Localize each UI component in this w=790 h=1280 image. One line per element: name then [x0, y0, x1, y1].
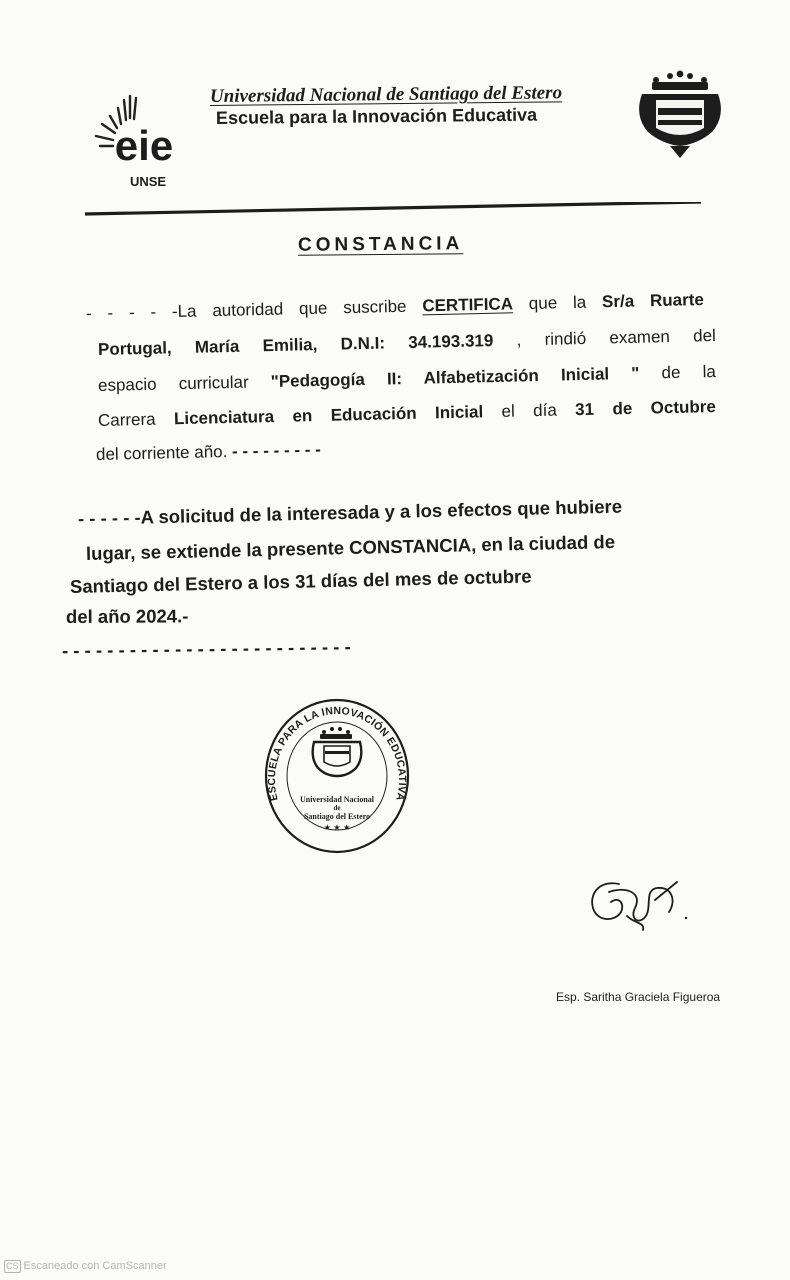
paragraph1-line5: del corriente año. - - - - - - - - -	[95, 439, 321, 464]
paragraph2-line1: - - - - - -A solicitud de la interesada y a los efectos que hubiere	[77, 495, 623, 529]
svg-text:ESCUELA PARA LA INNOVACIÓN EDU: ESCUELA PARA LA INNOVACIÓN EDUCATIVA	[265, 705, 409, 802]
seal-crest-icon	[313, 727, 362, 776]
paragraph2-line3: Santiago del Estero a los 31 días del mes de octubre	[69, 565, 532, 597]
svg-text:Santiago del Estero: Santiago del Estero	[303, 812, 371, 821]
paragraph1-line4: Carrera Licenciatura en Educación Inicial el día 31 de Octubre	[97, 396, 717, 430]
svg-text:Universidad Nacional: Universidad Nacional	[299, 795, 375, 804]
header-divider	[85, 202, 701, 218]
header-university: Universidad Nacional de Santiago del Estero	[209, 82, 563, 107]
camscanner-watermark	[4, 1260, 167, 1273]
document-title: CONSTANCIA	[297, 233, 464, 256]
camscanner-text: Escaneado con CamScanner	[23, 1260, 167, 1272]
svg-text:★ ★ ★: ★ ★ ★	[323, 823, 351, 832]
header-school: Escuela para la Innovación Educativa	[215, 104, 538, 128]
paragraph2-line4: del año 2024.-	[65, 605, 189, 627]
camscanner-icon: CS	[6, 1261, 19, 1271]
paragraph2-line2: lugar, se extiende la presente CONSTANCIA, en la ciudad de	[85, 530, 616, 564]
paragraph2-line5: - - - - - - - - - - - - - - - - - - - - - - - - - -	[61, 635, 351, 661]
paragraph1-line2: Portugal, María Emilia, D.N.I: 34.193.319 , rindió examen del	[97, 325, 717, 359]
university-crest-icon	[628, 70, 732, 162]
svg-text:UNSE: UNSE	[129, 174, 167, 189]
handwritten-signature	[585, 872, 695, 934]
signer-name: Esp. Saritha Graciela Figueroa	[556, 990, 721, 1004]
institution-seal	[262, 696, 412, 856]
eie-logo	[88, 90, 188, 190]
svg-text:eie: eie	[114, 122, 174, 169]
paragraph1-line3: espacio curricular "Pedagogía II: Alfabetización Inicial " de la	[97, 361, 717, 395]
paragraph1-line1: - - - - -La autoridad que suscribe CERTIFICA que la Sr/a Ruarte	[85, 289, 705, 323]
svg-text:de: de	[333, 804, 341, 812]
